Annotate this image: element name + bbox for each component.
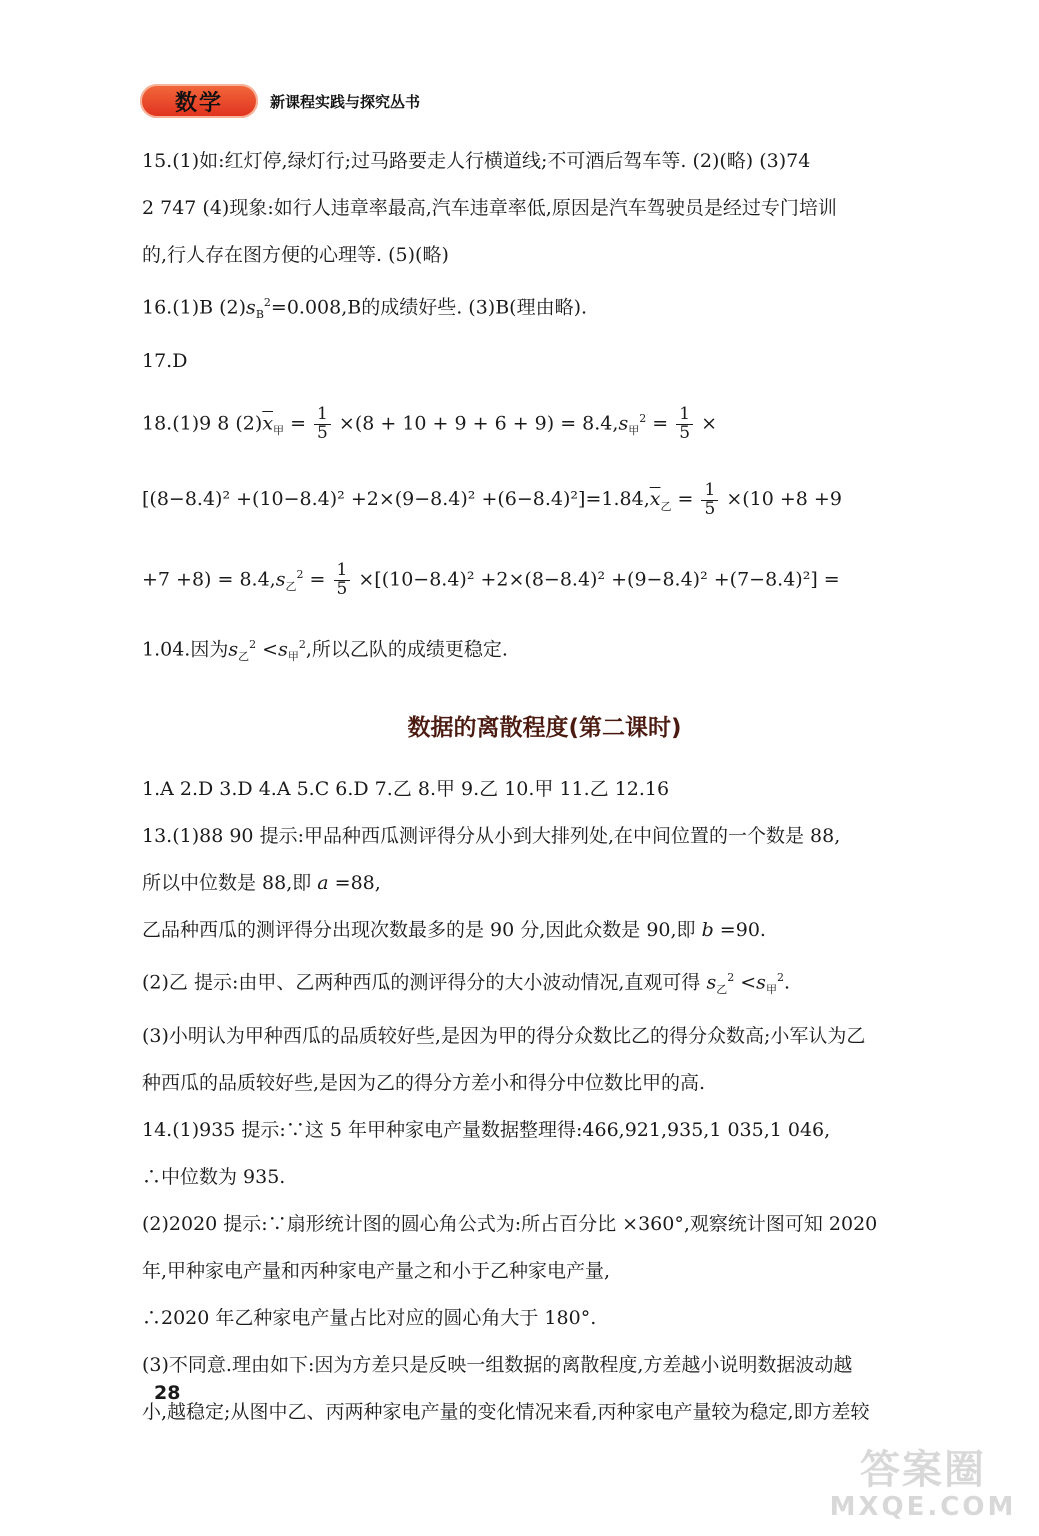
section-title: 数据的离散程度(第二课时) bbox=[407, 715, 682, 742]
q18-line-2: $[(8-8.4)^2 +(10-8.4)^2 +2\times(9-8.4)^2 +(6-8.4)^2]=1.84,\overline{x}_乙$ = $\frac{1}{5}$ ×(10 +8 +9 bbox=[142, 479, 842, 519]
q13-line-3: 乙品种西瓜的测评得分出现次数最多的是 90 分,因此众数是 90,即 b =90. bbox=[142, 919, 766, 942]
q13-line-1: 13.(1)88 90 提示:甲品种西瓜测评得分从小到大排列处,在中间位置的一个数是 88, bbox=[142, 825, 841, 848]
q13-line-6: 种西瓜的品质较好些,是因为乙的得分方差小和得分中位数比甲的高. bbox=[142, 1072, 706, 1095]
q14-line-4: 年,甲种家电产量和丙种家电产量之和小于乙种家电产量, bbox=[142, 1260, 611, 1283]
q14-line-1: 14.(1)935 提示:∵这 5 年甲种家电产量数据整理得:466,921,935,1 035,1 046, bbox=[142, 1119, 831, 1142]
subject-badge bbox=[140, 84, 258, 118]
q15-line-2: 2 747 (4)现象:如行人违章率最高,汽车违章率低,原因是汽车驾驶员是经过专门培训 bbox=[142, 197, 837, 219]
q14-line-6: (3)不同意.理由如下:因为方差只是反映一组数据的离散程度,方差越小说明数据波动越 bbox=[142, 1354, 853, 1377]
fraction-one-fifth: $\frac{1}{5}$ bbox=[676, 406, 693, 443]
q18-line-4: 1.04.因为$s_乙^2 <s_甲^2$,所以乙队的成绩更稳定. bbox=[142, 638, 508, 664]
q13-line-2: 所以中位数是 88,即 a =88, bbox=[142, 872, 381, 895]
fraction-one-fifth: $\frac{1}{5}$ bbox=[334, 562, 351, 599]
q14-line-3: (2)2020 提示:∵扇形统计图的圆心角公式为:所占百分比 ×360°,观察统计图可知 2020 bbox=[142, 1213, 878, 1236]
q13-line-4: (2)乙 提示:由甲、乙两种西瓜的测评得分的大小波动情况,直观可得 $s_乙^2 <s_甲^2$. bbox=[142, 971, 790, 997]
q14-line-2: ∴中位数为 935. bbox=[142, 1166, 286, 1189]
watermark-logo: 答案圈 MXQE.COM bbox=[829, 1447, 1017, 1522]
subject-label: 数学 bbox=[174, 90, 223, 116]
answer-content bbox=[142, 138, 947, 1436]
page-number: 28 bbox=[154, 1382, 181, 1404]
series-title: 新课程实践与探究丛书 bbox=[270, 92, 421, 111]
page-header bbox=[140, 84, 420, 118]
q16-line: 16.(1)B $(2)s_B^2=0.008,B$的成绩好些. (3)B(理由略). bbox=[142, 296, 588, 322]
q17-line: 17.D bbox=[142, 350, 188, 373]
choice-answers-line: 1.A 2.D 3.D 4.A 5.C 6.D 7.乙 8.甲 9.乙 10.甲 11.乙 12.16 bbox=[142, 778, 670, 801]
fraction-one-fifth: $\frac{1}{5}$ bbox=[314, 406, 331, 443]
q15-line-1: 15.(1)如:红灯停,绿灯行;过马路要走人行横道线;不可酒后驾车等. (2)(略) (3)74 bbox=[142, 150, 811, 172]
q14-line-7: 小,越稳定;从图中乙、丙两种家电产量的变化情况来看,丙种家电产量较为稳定,即方差较 bbox=[142, 1401, 870, 1424]
q13-line-5: (3)小明认为甲种西瓜的品质较好些,是因为甲的得分众数比乙的得分众数高;小军认为乙 bbox=[142, 1025, 866, 1048]
q14-line-5: ∴2020 年乙种家电产量占比对应的圆心角大于 180°. bbox=[142, 1307, 597, 1330]
q18-line-3: $+7 +8) = 8.4,s_乙^2$ = $\frac{1}{5}$ ×[(10−8.4)² +2×(8−8.4)² +(9−8.4)² +(7−8.4)²] = bbox=[142, 560, 840, 599]
fraction-one-fifth: $\frac{1}{5}$ bbox=[701, 482, 718, 519]
q15-line-3: 的,行人存在图方便的心理等. (5)(略) bbox=[142, 244, 449, 266]
q18-line-1: 18.(1)9 8 $(2)\overline{x}_甲$ = $\frac{1}{5}$ $\times(8 + 10 + 9 + 6 + 9) = 8.4,s_甲^2$ = $\frac{1}{5}$ × bbox=[142, 404, 717, 443]
